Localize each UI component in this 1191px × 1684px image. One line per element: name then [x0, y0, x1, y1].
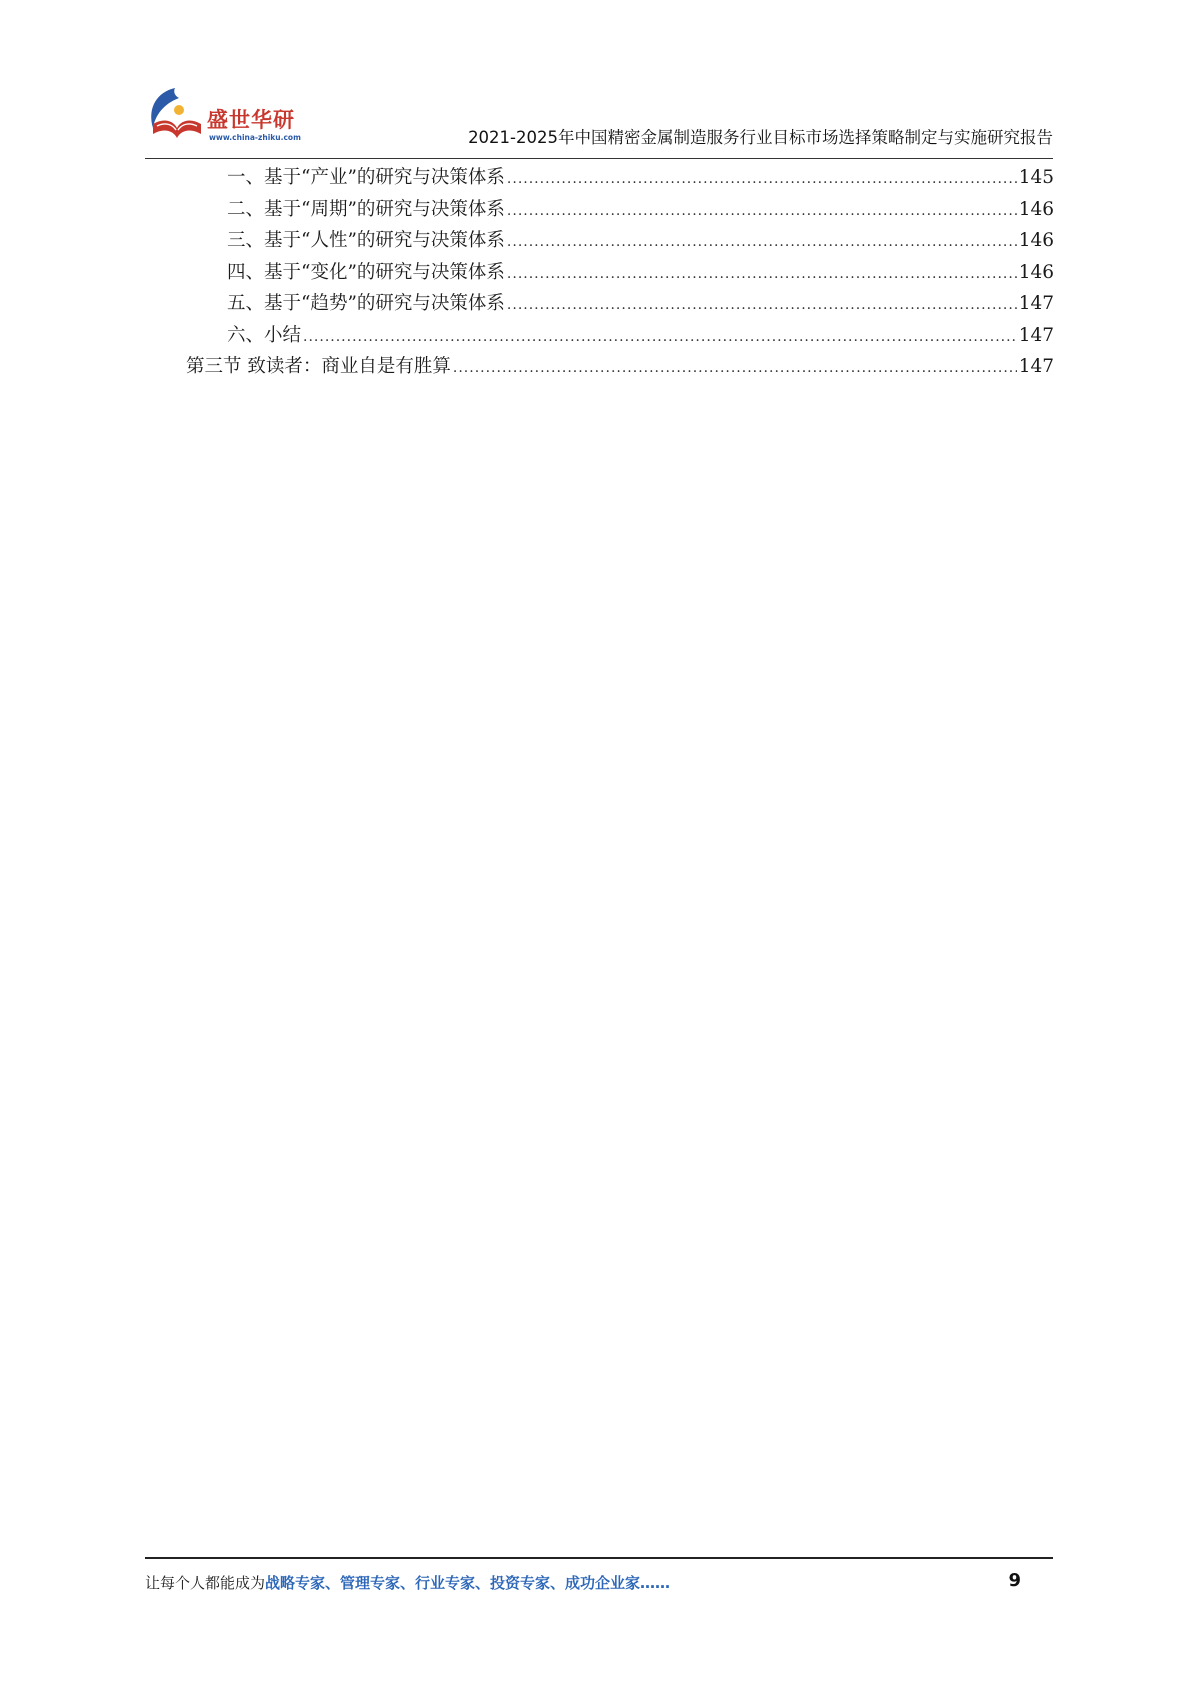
toc-entry[interactable]: [186, 162, 1054, 194]
toc-entry-page: 146: [1018, 198, 1054, 220]
toc-dot-leader: [507, 227, 1017, 259]
toc-entry-page: 145: [1018, 167, 1054, 188]
toc-entry-page: 146: [1018, 261, 1054, 283]
toc-entry-page: 147: [1018, 356, 1054, 377]
header-divider: [145, 158, 1053, 159]
book-swoosh-icon: [145, 84, 207, 146]
toc-entry-title: 第三节 致读者：商业自是有胜算: [186, 356, 451, 377]
toc-entry-page: 147: [1018, 324, 1054, 346]
logo-name: 盛世华研: [207, 108, 295, 132]
toc-entry[interactable]: [186, 225, 1054, 257]
toc-entry-title: 三、基于“人性”的研究与决策体系: [227, 230, 505, 251]
report-title: 2021-2025年中国精密金属制造服务行业目标市场选择策略制定与实施研究报告: [468, 128, 1053, 147]
toc-dot-leader: [507, 290, 1017, 322]
table-of-contents: [186, 162, 1054, 383]
page-number: 9: [1008, 1570, 1021, 1591]
toc-entry-page: 147: [1018, 293, 1054, 314]
toc-entry-title: 一、基于“产业”的研究与决策体系: [227, 167, 505, 188]
company-logo: [145, 84, 315, 150]
toc-entry[interactable]: [186, 288, 1054, 320]
toc-entry[interactable]: [186, 320, 1054, 352]
toc-entry[interactable]: [186, 351, 1054, 383]
toc-entry-title: 二、基于“周期”的研究与决策体系: [227, 198, 505, 220]
toc-dot-leader: [453, 353, 1017, 385]
toc-entry-title: 六、小结: [227, 324, 302, 346]
toc-dot-leader: [507, 196, 1017, 228]
slogan-highlight: 战略专家、管理专家、行业专家、投资专家、成功企业家……: [265, 1574, 671, 1592]
toc-entry[interactable]: [186, 257, 1054, 289]
page-header: [145, 80, 1053, 150]
toc-dot-leader: [507, 259, 1017, 291]
page-footer: [145, 1572, 1053, 1602]
toc-dot-leader: [303, 322, 1017, 354]
toc-entry[interactable]: [186, 194, 1054, 226]
toc-dot-leader: [507, 164, 1017, 196]
toc-entry-page: 146: [1018, 230, 1054, 251]
slogan-lead: 让每个人都能成为: [145, 1574, 266, 1592]
logo-url: www.china-zhiku.com: [209, 133, 301, 142]
footer-divider: [145, 1557, 1053, 1559]
toc-entry-title: 五、基于“趋势”的研究与决策体系: [227, 293, 505, 314]
toc-entry-title: 四、基于“变化”的研究与决策体系: [227, 261, 505, 283]
footer-slogan: [145, 1572, 670, 1593]
